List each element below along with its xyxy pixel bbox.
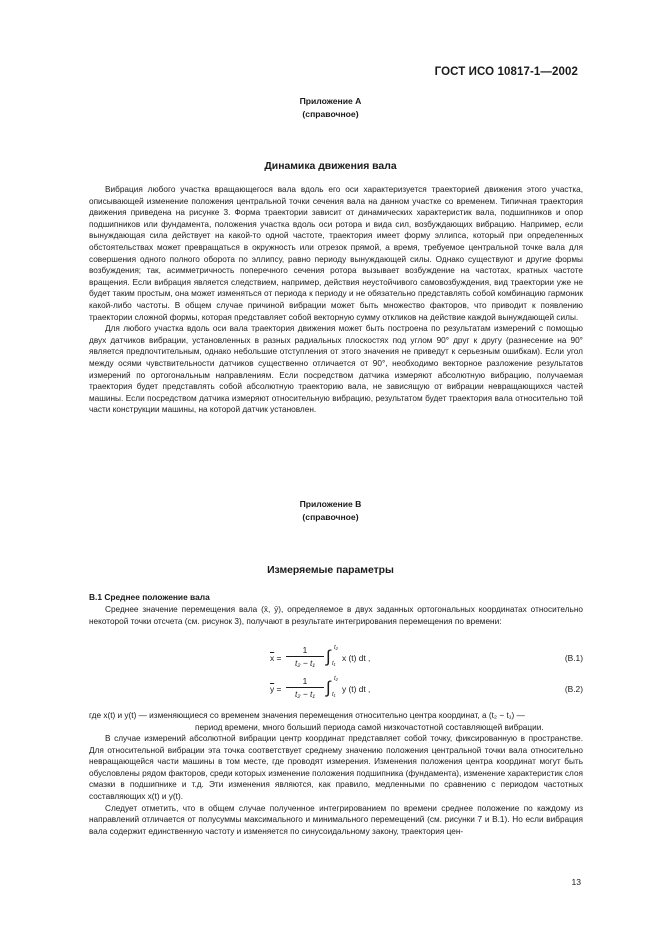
- annex-b-body: [89, 733, 583, 837]
- upper-limit: t₂: [334, 645, 338, 651]
- equation-number: (В.1): [564, 653, 583, 663]
- integral-sign: ∫: [326, 647, 331, 666]
- annex-a-body: [89, 184, 583, 416]
- lower-limit: t₁: [332, 661, 336, 667]
- upper-limit: t₂: [334, 676, 338, 682]
- integrand: x (t) dt ,: [342, 653, 371, 663]
- formula-fraction: 1 t₂ − t₁: [286, 676, 324, 699]
- annex-b-paragraph: Следует отметить, что в общем случае полученное интегрированием по времени среднее положение по каждому из направлений отличается от полусуммы максимального и минимального перемещений (см. рисунки 7 и В.1). Но если вибрация вала содержит единственную частоту и изменяется по синусоидальному закону, траектория цен-: [89, 803, 583, 836]
- annex-b-paragraph: В случае измерений абсолютной вибрации центр координат представляет собой точку, фиксированную в пространстве. Для относительной вибрации эта точка соответствует среднему значению положения центральной точки вала относительно невращающейся части машины в том месте, где проводят измерения. Изменения положения центра координат могут быть обусловлены рядом факторов, среди которых изменение положения подшипника (фундамента), изменение характеристик слоя смазки в подшипнике и т.д. Эти изменения являются, как правило, медленными по сравнению с периодом частотных составляющих x(t) и y(t).: [89, 734, 583, 801]
- formula-lhs: $\overline{x}$ =: [270, 653, 282, 663]
- annex-b-subtitle: (справочное): [302, 512, 359, 522]
- annex-a-title: Приложение А: [299, 96, 362, 106]
- annex-a-heading: Динамика движения вала: [264, 161, 397, 172]
- formula-lhs: $\overline{y}$ =: [270, 684, 282, 694]
- standard-code: ГОСТ ИСО 10817-1—2002: [434, 66, 578, 78]
- integral-sign: ∫: [326, 678, 331, 697]
- subsection-title: В.1 Среднее положение вала: [89, 592, 210, 602]
- equation-number: (В.2): [564, 684, 583, 694]
- formula-b2: [270, 676, 583, 704]
- where-line: период времени, много больший периода самой низкочастотной составляющей вибрации.: [195, 722, 544, 732]
- annex-a-paragraph: Вибрация любого участка вращающегося вала вдоль его оси характеризуется траекторией движения этого участка, описывающей изменение положения центральной точки сечения вала на данном участке со временем. Типичная траектория движения приведена на рисунке 3. Форма траектории зависит от динамических характеристик вала, подшипников и опор подшипников или фундамента, положения участка вдоль оси ротора и вида сил, возбуждающих вибрацию. Например, если вынуждающая сила действует на какой-то одной частоте, траектория имеет форму эллипса, который при определенных обстоятельствах может превращаться в окружность или отрезок прямой, а время, требуемое центральной точке вала для совершения одного полного оборота по эллипсу, равно периоду вынуждающей силы. Однако существуют и другие формы возбуждения; так, асимметричность поперечного сечения ротора вызывает возбуждение на частотах, кратных частоте вращения. Если вибрация является следствием, например, действия неустойчивого самовозбуждения, вид траектории уже не будет таким простым, она может изменяться от периода к периоду и не обязательно представлять собой комбинацию гармоник какой-либо частоты. В общем случае причиной вибрации может быть множество факторов, что приводит к появлению траектории сложной формы, которая представляет собой векторную сумму откликов на действие каждой вынуждающей силы.: [89, 185, 583, 322]
- page-number: 13: [571, 877, 581, 887]
- annex-b-intro: [89, 604, 583, 627]
- formula-fraction: 1 t₂ − t₁: [286, 645, 324, 668]
- annex-a-subtitle: (справочное): [302, 109, 359, 119]
- where-line: где x(t) и y(t) — изменяющиеся со временем значения перемещения относительно центра координат, а (t₂ − t₁) —: [89, 711, 525, 720]
- integrand: y (t) dt ,: [342, 684, 371, 694]
- annex-b-heading: Измеряемые параметры: [267, 565, 394, 576]
- annex-b-title: Приложение В: [299, 499, 362, 509]
- where-clause: [89, 710, 583, 733]
- annex-a-paragraph: Для любого участка вдоль оси вала траектория движения может быть построена по результатам измерений с помощью двух датчиков вибрации, установленных в разных радиальных плоскостях под углом 90° друг к другу (разнесение на 90° является предпочтительным, однако небольшие отступления от этого значения не приведут к серьезным ошибкам). Если угол между осями чувствительности датчиков существенно отличается от 90°, необходимо векторное разложение результатов измерений по ортогональным направлениям. Если посредством датчика измеряют абсолютную вибрацию, получаемая траектория будет представлять собой абсолютную траекторию вала, не зависящую от вибрации невращающихся частей машины. Если посредством датчика измеряют относительную вибрацию, результатом будет траектория вала относительно той части конструкции машины, на которой датчик установлен.: [89, 324, 583, 415]
- intro-paragraph: Среднее значение перемещения вала (x̄, ȳ), определяемое в двух заданных ортогональных координатах относительно некоторой точки отсчета (см. рисунок 3), получают в результате интегрирования перемещения по времени:: [89, 605, 583, 626]
- formula-b1: [270, 645, 583, 673]
- lower-limit: t₁: [332, 692, 336, 698]
